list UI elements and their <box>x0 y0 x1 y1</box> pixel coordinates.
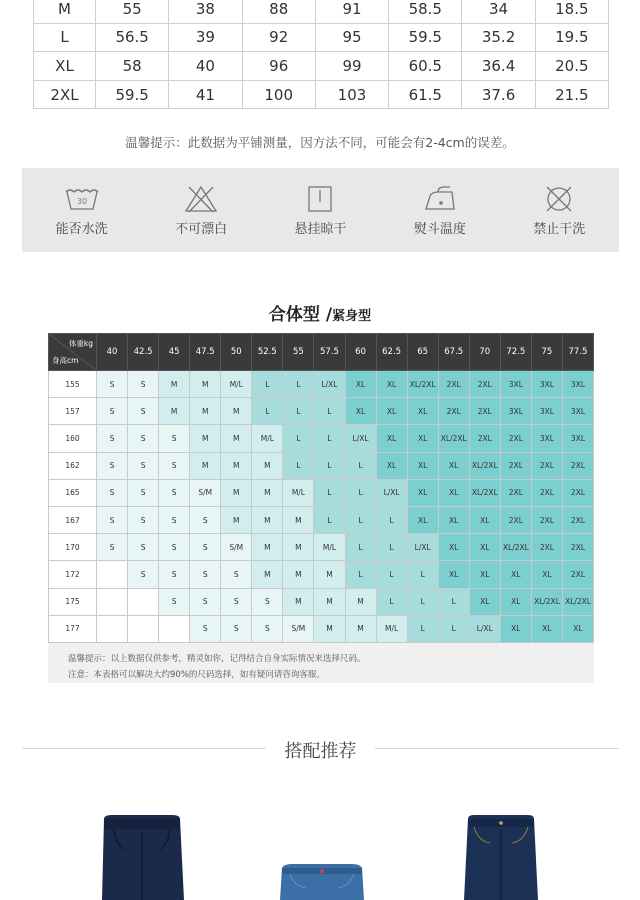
product-card-jeans[interactable] <box>462 815 540 900</box>
measurement-cell: 41 <box>169 80 242 109</box>
no-dryclean-icon <box>541 184 577 214</box>
size-label-cell: 2XL <box>34 80 96 109</box>
size-cell <box>128 588 159 615</box>
size-cell: M <box>221 452 252 479</box>
size-cell: M <box>252 452 283 479</box>
measurement-cell: 39 <box>169 23 242 52</box>
size-cell: S <box>190 561 221 588</box>
no-bleach-icon <box>183 184 219 214</box>
measurement-cell: 92 <box>242 23 315 52</box>
care-label: 禁止干洗 <box>533 222 586 237</box>
size-cell: S <box>128 452 159 479</box>
size-cell: XL <box>531 561 562 588</box>
size-cell: M <box>252 561 283 588</box>
measurement-cell: 96 <box>242 52 315 81</box>
size-cell: S <box>128 479 159 506</box>
size-cell: S <box>128 534 159 561</box>
size-cell: L <box>345 534 376 561</box>
size-cell: S/M <box>221 534 252 561</box>
size-cell: 3XL <box>531 371 562 398</box>
size-cell: S <box>159 588 190 615</box>
fit-chart <box>48 333 594 683</box>
size-cell: L/XL <box>469 615 500 642</box>
size-cell: XL <box>407 425 438 452</box>
size-cell: L <box>283 371 314 398</box>
size-cell: M <box>345 615 376 642</box>
size-cell: L/XL <box>345 425 376 452</box>
measurement-cell: 40 <box>169 52 242 81</box>
height-row <box>49 425 594 452</box>
size-cell: S <box>221 561 252 588</box>
size-cell: L <box>376 561 407 588</box>
size-cell: S <box>128 425 159 452</box>
size-cell: S <box>159 479 190 506</box>
size-cell: XL <box>469 534 500 561</box>
care-item-wash <box>27 168 137 252</box>
height-header: 157 <box>49 398 97 425</box>
measurement-cell: 103 <box>315 80 388 109</box>
measurement-cell: 34 <box>462 0 535 23</box>
size-cell: S <box>128 506 159 533</box>
size-cell: S <box>190 506 221 533</box>
size-cell: S <box>159 561 190 588</box>
weight-header: 75 <box>531 334 562 371</box>
care-label: 悬挂晾干 <box>294 222 347 237</box>
weight-header: 62.5 <box>376 334 407 371</box>
size-cell: L <box>345 479 376 506</box>
size-cell: XL <box>376 398 407 425</box>
size-cell: XL <box>500 561 531 588</box>
height-row <box>49 371 594 398</box>
size-cell: 2XL <box>500 506 531 533</box>
size-cell: S <box>128 398 159 425</box>
fit-note-1: 温馨提示：以上数据仅供参考，精灵如你，记得结合自身实际情况来选择尺码。 <box>68 653 366 664</box>
size-cell: XL <box>376 425 407 452</box>
size-row <box>34 0 609 23</box>
wash-30-icon <box>64 184 100 214</box>
size-cell: M <box>283 561 314 588</box>
height-header: 175 <box>49 588 97 615</box>
size-cell: 2XL <box>562 534 593 561</box>
grid-corner <box>49 334 97 371</box>
size-cell: S <box>97 425 128 452</box>
size-cell: M <box>283 588 314 615</box>
size-cell: 2XL <box>531 452 562 479</box>
size-cell: S <box>252 615 283 642</box>
blue-denim-shorts-image <box>280 862 364 900</box>
size-cell: L/XL <box>407 534 438 561</box>
size-cell: XL/2XL <box>562 588 593 615</box>
size-cell: S <box>97 452 128 479</box>
size-cell: S <box>252 588 283 615</box>
size-cell: XL <box>345 371 376 398</box>
weight-axis-label: 体重kg <box>68 339 93 348</box>
size-cell <box>128 615 159 642</box>
size-cell: L <box>314 425 345 452</box>
size-cell: XL/2XL <box>407 371 438 398</box>
size-cell: 3XL <box>500 398 531 425</box>
size-label-cell: M <box>34 0 96 23</box>
weight-header: 50 <box>221 334 252 371</box>
measurement-cell: 20.5 <box>535 52 608 81</box>
height-row <box>49 506 594 533</box>
size-cell: 3XL <box>500 371 531 398</box>
height-row <box>49 479 594 506</box>
size-cell: M <box>314 615 345 642</box>
size-cell: XL/2XL <box>438 425 469 452</box>
size-cell: L <box>314 479 345 506</box>
size-label-cell: XL <box>34 52 96 81</box>
size-cell: 3XL <box>531 425 562 452</box>
size-cell: XL <box>531 615 562 642</box>
size-cell: S <box>221 615 252 642</box>
size-cell: XL/2XL <box>500 534 531 561</box>
weight-header: 67.5 <box>438 334 469 371</box>
size-cell <box>97 561 128 588</box>
size-cell: M <box>283 534 314 561</box>
size-cell: XL <box>407 398 438 425</box>
size-cell: S <box>128 561 159 588</box>
size-cell: S/M <box>190 479 221 506</box>
weight-header: 77.5 <box>562 334 593 371</box>
height-header: 162 <box>49 452 97 479</box>
care-item-hang <box>265 168 375 252</box>
weight-header: 40 <box>97 334 128 371</box>
measurement-cell: 36.4 <box>462 52 535 81</box>
size-label-cell: L <box>34 23 96 52</box>
size-recommendation-grid <box>48 333 594 643</box>
size-cell: 3XL <box>562 371 593 398</box>
size-cell: XL <box>469 588 500 615</box>
fit-chart-title <box>0 300 640 325</box>
measurement-cell: 58 <box>96 52 169 81</box>
measurement-cell: 19.5 <box>535 23 608 52</box>
size-cell: 2XL <box>562 479 593 506</box>
height-header: 165 <box>49 479 97 506</box>
size-cell: M <box>159 371 190 398</box>
product-card-denim-shorts[interactable] <box>280 862 364 900</box>
size-cell: XL <box>376 452 407 479</box>
height-row <box>49 452 594 479</box>
size-cell: M/L <box>376 615 407 642</box>
care-label: 熨斗温度 <box>413 222 466 237</box>
size-cell: M <box>221 506 252 533</box>
size-cell: L <box>314 506 345 533</box>
recommend-section-header <box>22 737 619 761</box>
height-header: 170 <box>49 534 97 561</box>
size-cell: XL <box>438 452 469 479</box>
size-cell: XL <box>562 615 593 642</box>
size-cell: XL <box>345 398 376 425</box>
size-cell: L <box>345 452 376 479</box>
measurement-cell: 95 <box>315 23 388 52</box>
size-cell: XL/2XL <box>469 479 500 506</box>
size-row <box>34 23 609 52</box>
weight-header: 52.5 <box>252 334 283 371</box>
weight-header: 60 <box>345 334 376 371</box>
fit-type-label: 合体型 / <box>268 305 333 325</box>
fit-note-2: 注意：本表格可以解决大约90%的尺码选择，如有疑问请咨询客服。 <box>68 669 325 680</box>
size-cell: L <box>283 425 314 452</box>
dark-sweatpants-image <box>92 815 192 900</box>
measurement-cell: 88 <box>242 0 315 23</box>
height-axis-label: 身高cm <box>52 356 79 365</box>
divider <box>375 748 619 749</box>
height-row <box>49 534 594 561</box>
size-row <box>34 80 609 109</box>
iron-icon <box>422 184 458 214</box>
size-cell: XL/2XL <box>469 452 500 479</box>
size-cell: 2XL <box>531 506 562 533</box>
size-cell: L/XL <box>376 479 407 506</box>
size-cell: XL <box>438 534 469 561</box>
size-cell: L <box>283 398 314 425</box>
size-cell: S <box>97 371 128 398</box>
size-cell: S <box>159 506 190 533</box>
size-cell: M <box>190 371 221 398</box>
size-cell: M <box>252 506 283 533</box>
size-cell: L <box>314 398 345 425</box>
size-cell: 3XL <box>531 398 562 425</box>
size-cell: 2XL <box>469 425 500 452</box>
weight-header: 55 <box>283 334 314 371</box>
size-cell: S <box>190 615 221 642</box>
weight-header: 65 <box>407 334 438 371</box>
size-cell: 2XL <box>438 371 469 398</box>
size-cell: S <box>97 506 128 533</box>
size-cell: L <box>314 452 345 479</box>
hang-dry-icon <box>302 184 338 214</box>
weight-header: 70 <box>469 334 500 371</box>
size-cell: S <box>221 588 252 615</box>
size-cell: 2XL <box>562 561 593 588</box>
size-cell <box>159 615 190 642</box>
size-cell: M/L <box>314 534 345 561</box>
size-cell: M <box>221 479 252 506</box>
size-cell: 2XL <box>500 425 531 452</box>
size-cell: S <box>97 479 128 506</box>
size-cell: L <box>345 506 376 533</box>
svg-text:30: 30 <box>76 197 87 206</box>
size-cell: 2XL <box>469 398 500 425</box>
size-cell: M <box>190 452 221 479</box>
size-cell: 2XL <box>500 452 531 479</box>
care-label: 不可漂白 <box>175 222 228 237</box>
product-card-sweatpants[interactable] <box>92 815 192 900</box>
size-cell: XL <box>469 561 500 588</box>
measurement-cell: 21.5 <box>535 80 608 109</box>
size-cell: XL <box>407 506 438 533</box>
size-cell: M <box>283 506 314 533</box>
size-cell: S/M <box>283 615 314 642</box>
size-cell: L <box>345 561 376 588</box>
size-cell <box>97 588 128 615</box>
size-cell: 2XL <box>438 398 469 425</box>
size-cell: S <box>190 588 221 615</box>
height-row <box>49 588 594 615</box>
size-cell: XL <box>438 479 469 506</box>
size-cell: 2XL <box>562 452 593 479</box>
measurement-cell: 59.5 <box>389 23 462 52</box>
size-cell: XL <box>500 588 531 615</box>
height-header: 160 <box>49 425 97 452</box>
size-cell: S <box>190 534 221 561</box>
height-header: 172 <box>49 561 97 588</box>
size-cell: S <box>97 398 128 425</box>
measurement-cell: 56.5 <box>96 23 169 52</box>
size-cell: 2XL <box>562 506 593 533</box>
size-cell: M <box>314 588 345 615</box>
size-cell: L <box>376 506 407 533</box>
size-cell: M <box>159 398 190 425</box>
size-cell: S <box>159 452 190 479</box>
size-cell: XL <box>500 615 531 642</box>
height-row <box>49 398 594 425</box>
size-cell: 3XL <box>562 398 593 425</box>
size-cell: 2XL <box>531 479 562 506</box>
size-cell: L <box>283 452 314 479</box>
size-cell: L <box>376 588 407 615</box>
care-item-bleach <box>146 168 256 252</box>
size-cell: M/L <box>252 425 283 452</box>
weight-header: 45 <box>159 334 190 371</box>
size-cell: L <box>407 588 438 615</box>
size-cell: M <box>345 588 376 615</box>
size-cell: S <box>128 371 159 398</box>
care-item-dryclean <box>504 168 614 252</box>
measurement-cell: 60.5 <box>389 52 462 81</box>
size-cell: L <box>376 534 407 561</box>
size-cell <box>97 615 128 642</box>
size-cell: XL <box>407 452 438 479</box>
recommend-title: 搭配推荐 <box>284 741 357 762</box>
measurement-tip: 温馨提示：此数据为平铺测量，因方法不同，可能会有2-4cm的误差。 <box>125 135 515 150</box>
height-row <box>49 615 594 642</box>
size-cell: L <box>252 398 283 425</box>
size-cell: L <box>438 588 469 615</box>
care-item-iron <box>385 168 495 252</box>
care-label: 能否水洗 <box>55 222 108 237</box>
size-cell: L <box>407 561 438 588</box>
measurement-cell: 100 <box>242 80 315 109</box>
size-cell: XL <box>469 506 500 533</box>
height-header: 177 <box>49 615 97 642</box>
size-cell: M <box>190 398 221 425</box>
size-cell: L <box>407 615 438 642</box>
size-cell: L/XL <box>314 371 345 398</box>
measurement-cell: 35.2 <box>462 23 535 52</box>
measurement-cell: 58.5 <box>389 0 462 23</box>
size-cell: M <box>221 425 252 452</box>
size-cell: S <box>97 534 128 561</box>
size-cell: 2XL <box>469 371 500 398</box>
size-cell: L <box>438 615 469 642</box>
measurement-cell: 61.5 <box>389 80 462 109</box>
size-cell: 3XL <box>562 425 593 452</box>
weight-header: 47.5 <box>190 334 221 371</box>
measurement-cell: 18.5 <box>535 0 608 23</box>
dark-jeans-image <box>462 815 540 900</box>
measurement-cell: 55 <box>96 0 169 23</box>
size-table <box>33 0 609 109</box>
measurement-cell: 91 <box>315 0 388 23</box>
weight-header: 72.5 <box>500 334 531 371</box>
size-cell: XL <box>407 479 438 506</box>
size-cell: L <box>252 371 283 398</box>
fit-chart-notes <box>48 643 594 683</box>
size-cell: XL <box>376 371 407 398</box>
size-cell: M <box>190 425 221 452</box>
size-cell: M <box>221 398 252 425</box>
weight-header: 42.5 <box>128 334 159 371</box>
size-cell: S <box>159 425 190 452</box>
size-cell: 2XL <box>531 534 562 561</box>
size-cell: M <box>314 561 345 588</box>
size-cell: M <box>252 534 283 561</box>
size-cell: S <box>159 534 190 561</box>
size-cell: M/L <box>221 371 252 398</box>
size-cell: XL/2XL <box>531 588 562 615</box>
size-cell: M/L <box>283 479 314 506</box>
height-row <box>49 561 594 588</box>
care-instructions <box>22 168 619 252</box>
measurement-cell: 38 <box>169 0 242 23</box>
size-row <box>34 52 609 81</box>
height-header: 155 <box>49 371 97 398</box>
size-cell: XL <box>438 506 469 533</box>
measurement-cell: 37.6 <box>462 80 535 109</box>
weight-header: 57.5 <box>314 334 345 371</box>
measurement-cell: 59.5 <box>96 80 169 109</box>
height-header: 167 <box>49 506 97 533</box>
size-cell: XL <box>438 561 469 588</box>
size-cell: 2XL <box>500 479 531 506</box>
fit-subtype-label: 紧身型 <box>332 309 372 324</box>
measurement-cell: 99 <box>315 52 388 81</box>
size-cell: M <box>252 479 283 506</box>
